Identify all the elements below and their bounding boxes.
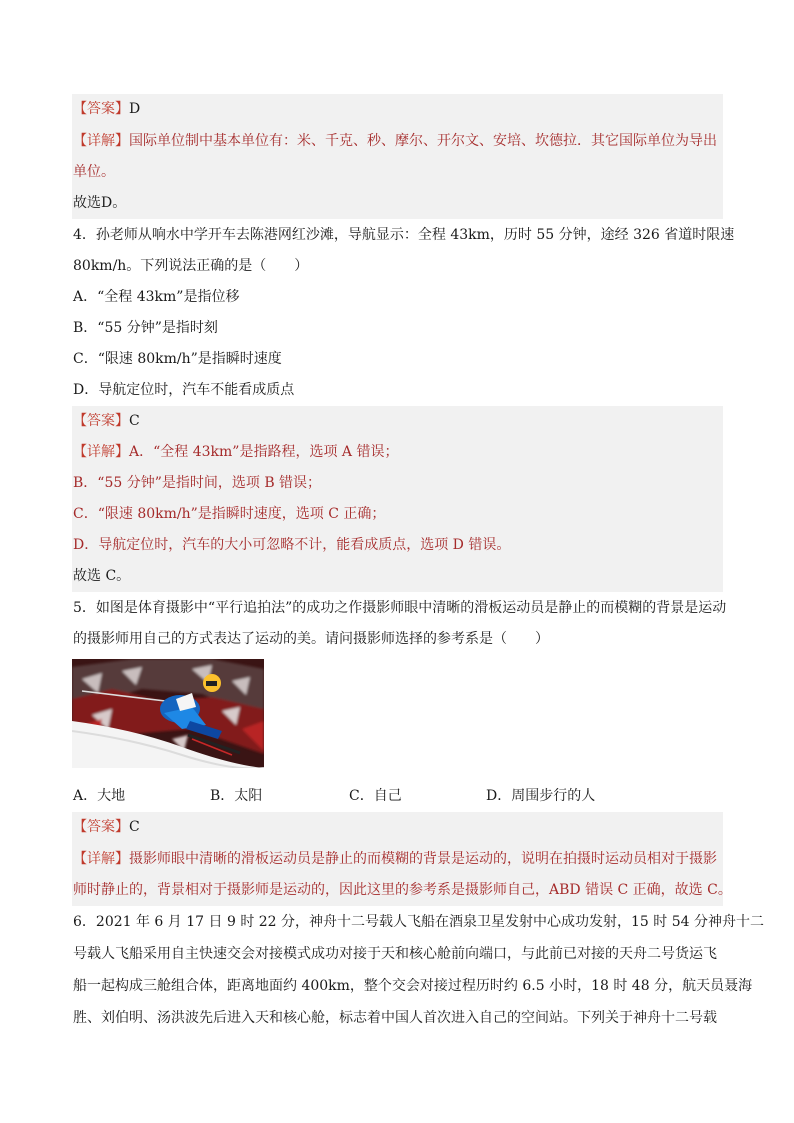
q3-detail-line bbox=[72, 125, 723, 157]
q6-line-4: 胜、刘伯明、汤洪波先后进入天和核心舱，标志着中国人首次进入自己的空间站。下列关于神舟十二号载 bbox=[73, 1010, 717, 1026]
q4-answer-block bbox=[72, 406, 723, 592]
q5-options bbox=[72, 781, 723, 812]
q6-line-3: 船一起构成三舱组合体，距离地面约 400km，整个交会对接过程历时约 6.5 小时，18 时 48 分，航天员聂海 bbox=[73, 978, 753, 994]
q3-answer-block bbox=[72, 94, 723, 219]
q5-detail-line-1 bbox=[72, 843, 723, 875]
q4-detail-line-b: B．“55 分钟”是指时间，选项 B 错误； bbox=[73, 475, 322, 491]
q4-option-a: A．“全程 43km”是指位移 bbox=[73, 289, 240, 305]
q5-option-c: C．自己 bbox=[349, 788, 402, 804]
q5-answer-line bbox=[72, 812, 723, 843]
q5-block bbox=[72, 592, 727, 812]
q4-option-b: B．“55 分钟”是指时刻 bbox=[73, 320, 218, 336]
q3-conclusion: 故选D。 bbox=[73, 195, 127, 211]
q5-option-d: D．周围步行的人 bbox=[486, 788, 596, 804]
q4-detail-line-c: C．“限速 80km/h”是指瞬时速度，选项 C 正确； bbox=[73, 506, 386, 522]
answer-value: C bbox=[129, 819, 140, 835]
q4-option-c: C．“限速 80km/h”是指瞬时速度 bbox=[73, 351, 282, 367]
q5-detail-line-2: 师时静止的，背景相对于摄影师是运动的，因此这里的参考系是摄影师自己，ABD 错误 C 正确，故选 C。 bbox=[73, 882, 732, 898]
q6-line-1: 6．2021 年 6 月 17 日 9 时 22 分，神舟十二号载人飞船在酒泉卫星发射中心成功发射，15 时 54 分神舟十二 bbox=[73, 914, 765, 930]
answer-value: D bbox=[129, 101, 141, 117]
q4-block bbox=[72, 219, 735, 406]
q4-option-d: D．导航定位时，汽车不能看成质点 bbox=[73, 382, 295, 398]
answer-tag: 【答案】 bbox=[73, 413, 129, 429]
detail-text: A．“全程 43km”是指路程，选项 A 错误； bbox=[129, 444, 399, 460]
answer-tag: 【答案】 bbox=[73, 819, 129, 835]
document-page bbox=[72, 94, 765, 1034]
q6-block bbox=[72, 906, 765, 1034]
q4-conclusion: 故选 C。 bbox=[73, 568, 131, 584]
q4-detail-line-d: D．导航定位时，汽车的大小可忽略不计，能看成质点，选项 D 错误。 bbox=[73, 537, 511, 553]
q5-option-b: B．太阳 bbox=[210, 788, 263, 804]
detail-text: 摄影师眼中清晰的滑板运动员是静止的而模糊的背景是运动的，说明在拍摄时运动员相对于摄影 bbox=[129, 851, 717, 867]
skier-photo bbox=[72, 655, 723, 781]
detail-tag: 【详解】 bbox=[73, 133, 129, 149]
detail-text: 国际单位制中基本单位有：米、千克、秒、摩尔、开尔文、安培、坎德拉．其它国际单位为导出 bbox=[129, 133, 717, 149]
answer-tag: 【答案】 bbox=[73, 101, 129, 117]
q4-answer-line bbox=[72, 406, 723, 437]
q3-answer-line bbox=[72, 94, 723, 125]
detail-tag: 【详解】 bbox=[73, 851, 129, 867]
detail-tag: 【详解】 bbox=[73, 444, 129, 460]
q5-stem-line-2: 的摄影师用自己的方式表达了运动的美。请问摄影师选择的参考系是（ ） bbox=[73, 631, 549, 647]
q6-line-2: 号载人飞船采用自主快速交会对接模式成功对接于天和核心舱前向端口，与此前已对接的天舟二号货运飞 bbox=[73, 946, 717, 962]
q5-stem-line-1: 5．如图是体育摄影中“平行追拍法”的成功之作摄影师眼中清晰的滑板运动员是静止的而模糊的背景是运动 bbox=[73, 600, 727, 616]
q4-detail-line-a bbox=[72, 437, 723, 468]
q5-option-a: A．大地 bbox=[73, 788, 126, 804]
q3-detail-line-2: 单位。 bbox=[73, 164, 115, 180]
q5-answer-block bbox=[72, 812, 732, 906]
q4-stem-line-2: 80km/h。下列说法正确的是（ ） bbox=[73, 258, 309, 274]
skier-photo-image bbox=[72, 659, 264, 768]
q4-stem-line-1: 4．孙老师从响水中学开车去陈港网红沙滩，导航显示：全程 43km，历时 55 分钟，途经 326 省道时限速 bbox=[73, 227, 735, 243]
answer-value: C bbox=[129, 413, 140, 429]
